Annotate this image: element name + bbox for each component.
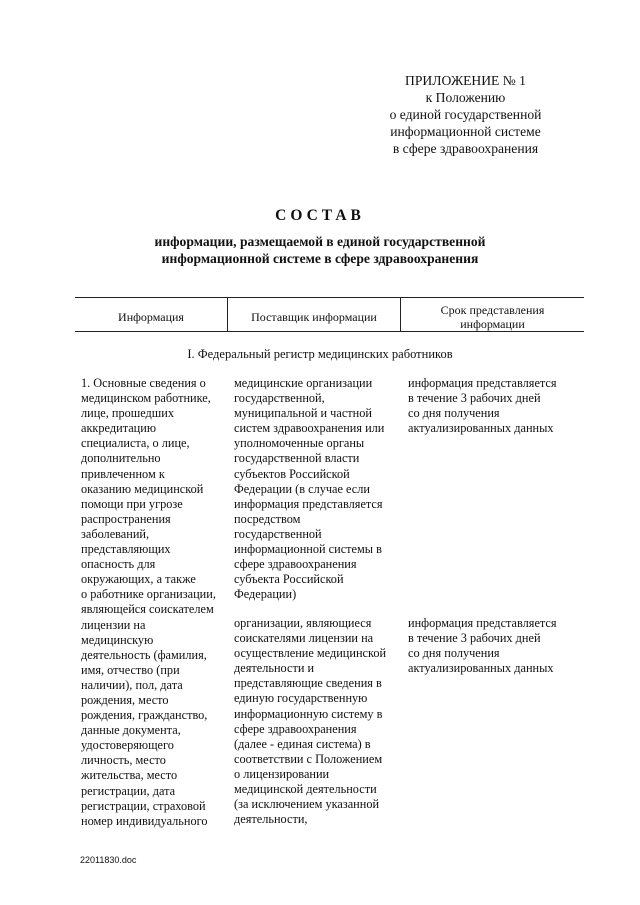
info-line: заболеваний, xyxy=(81,526,150,541)
info-line: имя, отчество (при xyxy=(81,662,180,677)
table-header-bottom-rule xyxy=(75,331,584,332)
appendix-line: в сфере здравоохранения xyxy=(392,141,539,156)
provider-line: государственной xyxy=(234,526,322,541)
provider-line: государственной, xyxy=(234,391,325,406)
info-line: рождения, гражданство, xyxy=(81,708,208,723)
provider-line: организации, являющиеся xyxy=(234,616,372,630)
deadline-line: актуализированных данных xyxy=(408,421,554,436)
provider-line: деятельности, xyxy=(234,812,308,827)
info-line: окружающих, а также xyxy=(81,572,196,587)
info-cell xyxy=(81,376,216,829)
info-line: о работнике организации, xyxy=(81,587,216,602)
deadline-line: актуализированных данных xyxy=(408,661,554,676)
info-line: личность, место xyxy=(81,753,166,768)
deadline-line: в течение 3 рабочих дней xyxy=(408,631,541,646)
provider-line: Федерации) xyxy=(234,587,297,602)
deadline-line: информация представляется xyxy=(408,376,557,390)
provider-line: единую государственную xyxy=(234,691,368,706)
provider-line: сфере здравоохранения xyxy=(234,721,357,736)
footer-filename: 22011830.doc xyxy=(80,855,137,865)
appendix-line: о единой государственной xyxy=(389,107,542,122)
document-subtitle xyxy=(80,233,560,267)
header-deadline-line: Срок представления xyxy=(440,303,545,317)
provider-line: медицинской деятельности xyxy=(234,782,377,797)
provider-cell xyxy=(234,376,384,602)
info-line: медицинском работнике, xyxy=(81,391,211,406)
info-line: наличии), пол, дата xyxy=(81,677,183,692)
appendix-header xyxy=(378,72,553,157)
info-line: данные документа, xyxy=(81,723,181,738)
provider-line: (за исключением указанной xyxy=(234,797,380,812)
info-line: 1. Основные сведения о xyxy=(81,376,206,390)
subtitle-line: информационной системе в сфере здравоохранения xyxy=(161,251,479,266)
deadline-line: информация представляется xyxy=(408,616,557,630)
provider-line: соответствии с Положением xyxy=(234,751,383,766)
header-info: Информация xyxy=(118,310,184,324)
provider-line: информационную систему в xyxy=(234,706,383,721)
info-line: удостоверяющего xyxy=(81,738,174,753)
section-title: I. Федеральный регистр медицинских работников xyxy=(187,347,453,361)
provider-line: сфере здравоохранения xyxy=(234,557,357,572)
provider-line: муниципальной и частной xyxy=(234,406,372,421)
info-line: лицензии на xyxy=(81,617,146,632)
info-line: регистрации, дата xyxy=(81,783,176,798)
appendix-line: ПРИЛОЖЕНИЕ № 1 xyxy=(405,73,526,88)
provider-line: систем здравоохранения или xyxy=(234,421,385,436)
table-top-rule xyxy=(75,297,584,298)
header-deadline xyxy=(401,303,584,331)
document-title: СОСТАВ xyxy=(275,207,365,224)
provider-line: информационной системы в xyxy=(234,542,382,557)
provider-line: деятельности и xyxy=(234,661,315,676)
info-line: лице, прошедших xyxy=(81,406,175,421)
provider-line: Федерации (в случае если xyxy=(234,481,370,496)
provider-line: осуществление медицинской xyxy=(234,646,387,661)
info-line: опасность для xyxy=(81,557,156,572)
provider-line: (далее - единая система) в xyxy=(234,736,371,751)
provider-line: субъекта Российской xyxy=(234,572,344,587)
deadline-cell xyxy=(408,376,557,436)
info-line: медицинскую xyxy=(81,632,154,647)
info-line: привлеченном к xyxy=(81,466,165,481)
subtitle-line: информации, размещаемой в единой государственной xyxy=(154,234,486,249)
info-line: помощи при угрозе xyxy=(81,496,183,511)
info-line: номер индивидуального xyxy=(81,813,208,828)
info-line: представляющих xyxy=(81,542,171,557)
info-line: специалиста, о лице, xyxy=(81,436,190,451)
provider-line: соискателями лицензии на xyxy=(234,631,374,646)
appendix-line: информационной системе xyxy=(390,124,541,139)
provider-line: представляющие сведения в xyxy=(234,676,382,691)
provider-line: субъектов Российской xyxy=(234,466,350,481)
provider-line: государственной власти xyxy=(234,451,360,466)
deadline-cell xyxy=(408,616,557,676)
header-deadline-line: информации xyxy=(460,317,525,331)
provider-line: посредством xyxy=(234,511,301,526)
info-line: оказанию медицинской xyxy=(81,481,204,496)
header-provider: Поставщик информации xyxy=(251,310,377,324)
info-line: распространения xyxy=(81,511,171,526)
info-line: жительства, место xyxy=(81,768,178,783)
info-line: регистрации, страховой xyxy=(81,798,206,813)
info-line: деятельность (фамилия, xyxy=(81,647,207,662)
info-line: дополнительно xyxy=(81,451,161,466)
provider-cell xyxy=(234,616,386,827)
provider-line: о лицензировании xyxy=(234,766,330,781)
info-line: аккредитацию xyxy=(81,421,157,436)
info-line: являющейся соискателем xyxy=(81,602,214,617)
info-line: рождения, место xyxy=(81,692,169,707)
appendix-line: к Положению xyxy=(425,90,506,105)
deadline-line: в течение 3 рабочих дней xyxy=(408,391,541,406)
provider-line: информация представляется xyxy=(234,496,383,511)
provider-line: медицинские организации xyxy=(234,376,373,390)
deadline-line: со дня получения xyxy=(408,406,500,421)
provider-line: уполномоченные органы xyxy=(234,436,365,451)
deadline-line: со дня получения xyxy=(408,646,500,661)
